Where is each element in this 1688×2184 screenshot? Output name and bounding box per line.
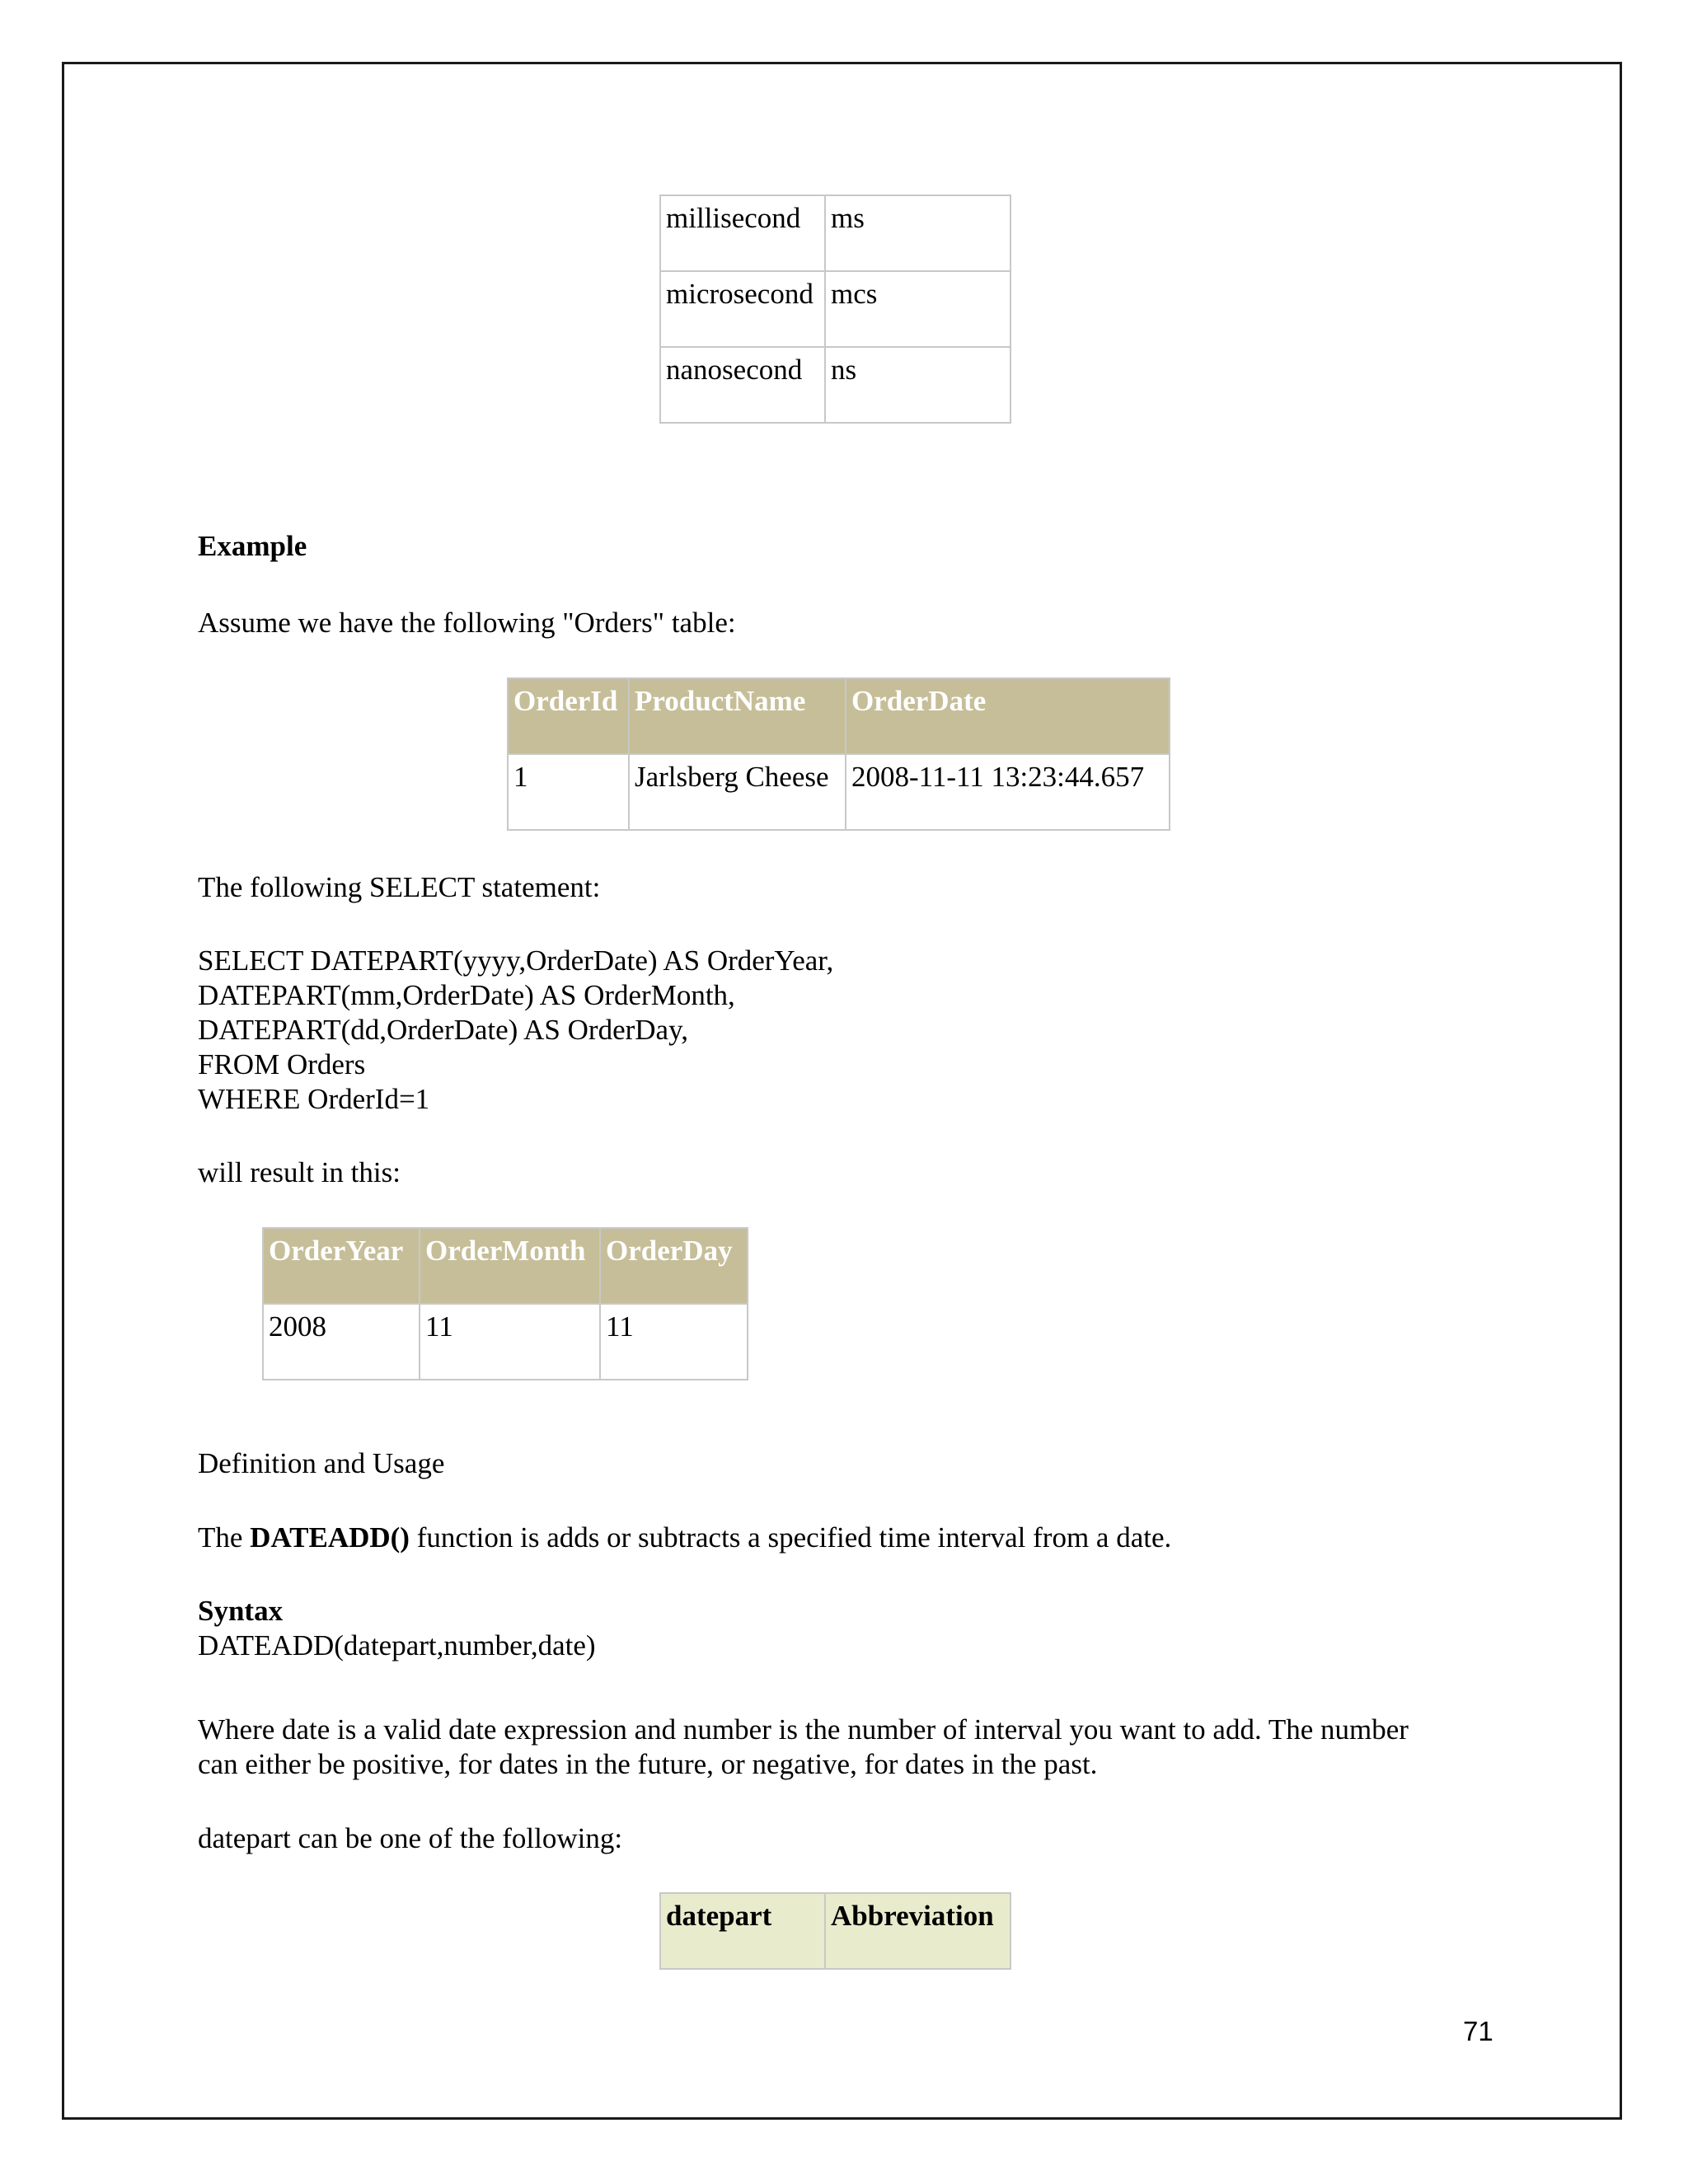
table-cell: 2008 <box>263 1304 420 1380</box>
table-cell: millisecond <box>660 195 825 271</box>
units-table <box>659 194 1011 424</box>
orders-table <box>507 677 1170 831</box>
dateadd-suffix: function is adds or subtracts a specified time interval from a date. <box>409 1521 1172 1554</box>
sql-line: WHERE OrderId=1 <box>198 1083 430 1115</box>
example-heading: Example <box>198 530 307 562</box>
table-header-cell: OrderDay <box>600 1228 748 1304</box>
sql-line: DATEPART(mm,OrderDate) AS OrderMonth, <box>198 979 735 1011</box>
table-cell: 2008-11-11 13:23:44.657 <box>846 754 1170 830</box>
table-cell: 1 <box>508 754 629 830</box>
table-cell: ns <box>825 347 1010 423</box>
result-intro: will result in this: <box>198 1156 401 1188</box>
table-row <box>660 347 1010 423</box>
table-cell: 11 <box>420 1304 600 1380</box>
table-row <box>660 271 1010 347</box>
table-row <box>263 1304 748 1380</box>
table-header-cell: Abbreviation <box>825 1893 1010 1969</box>
dateadd-func-name: DATEADD() <box>250 1521 410 1554</box>
table-header-row <box>660 1893 1010 1969</box>
table-cell: ms <box>825 195 1010 271</box>
table-row <box>508 754 1170 830</box>
dateadd-description <box>198 1521 1171 1555</box>
datepart-table <box>659 1892 1011 1970</box>
table-cell: 11 <box>600 1304 748 1380</box>
table-cell: Jarlsberg Cheese <box>629 754 846 830</box>
table-cell: microsecond <box>660 271 825 347</box>
table-header-row <box>508 678 1170 754</box>
orders-intro: Assume we have the following "Orders" table: <box>198 607 736 639</box>
table-cell: nanosecond <box>660 347 825 423</box>
sql-line: FROM Orders <box>198 1048 366 1080</box>
table-header-cell: OrderYear <box>263 1228 420 1304</box>
table-row <box>660 195 1010 271</box>
page-number: 71 <box>1463 2016 1493 2046</box>
syntax-line: DATEADD(datepart,number,date) <box>198 1629 596 1661</box>
syntax-heading: Syntax <box>198 1595 284 1627</box>
where-text-line: can either be positive, for dates in the future, or negative, for dates in the past. <box>198 1748 1098 1780</box>
dateadd-prefix: The <box>198 1521 251 1554</box>
sql-line: SELECT DATEPART(yyyy,OrderDate) AS OrderYear, <box>198 944 834 977</box>
table-header-cell: OrderMonth <box>420 1228 600 1304</box>
table-header-cell: OrderId <box>508 678 629 754</box>
sql-line: DATEPART(dd,OrderDate) AS OrderDay, <box>198 1014 689 1046</box>
result-table <box>262 1227 748 1380</box>
table-header-cell: ProductName <box>629 678 846 754</box>
select-intro: The following SELECT statement: <box>198 871 601 903</box>
definition-heading: Definition and Usage <box>198 1447 445 1479</box>
table-header-cell: OrderDate <box>846 678 1170 754</box>
table-header-row <box>263 1228 748 1304</box>
where-text-line: Where date is a valid date expression and number is the number of interval you want to add. The number <box>198 1713 1409 1746</box>
table-header-cell: datepart <box>660 1893 825 1969</box>
table-cell: mcs <box>825 271 1010 347</box>
datepart-intro: datepart can be one of the following: <box>198 1822 623 1854</box>
